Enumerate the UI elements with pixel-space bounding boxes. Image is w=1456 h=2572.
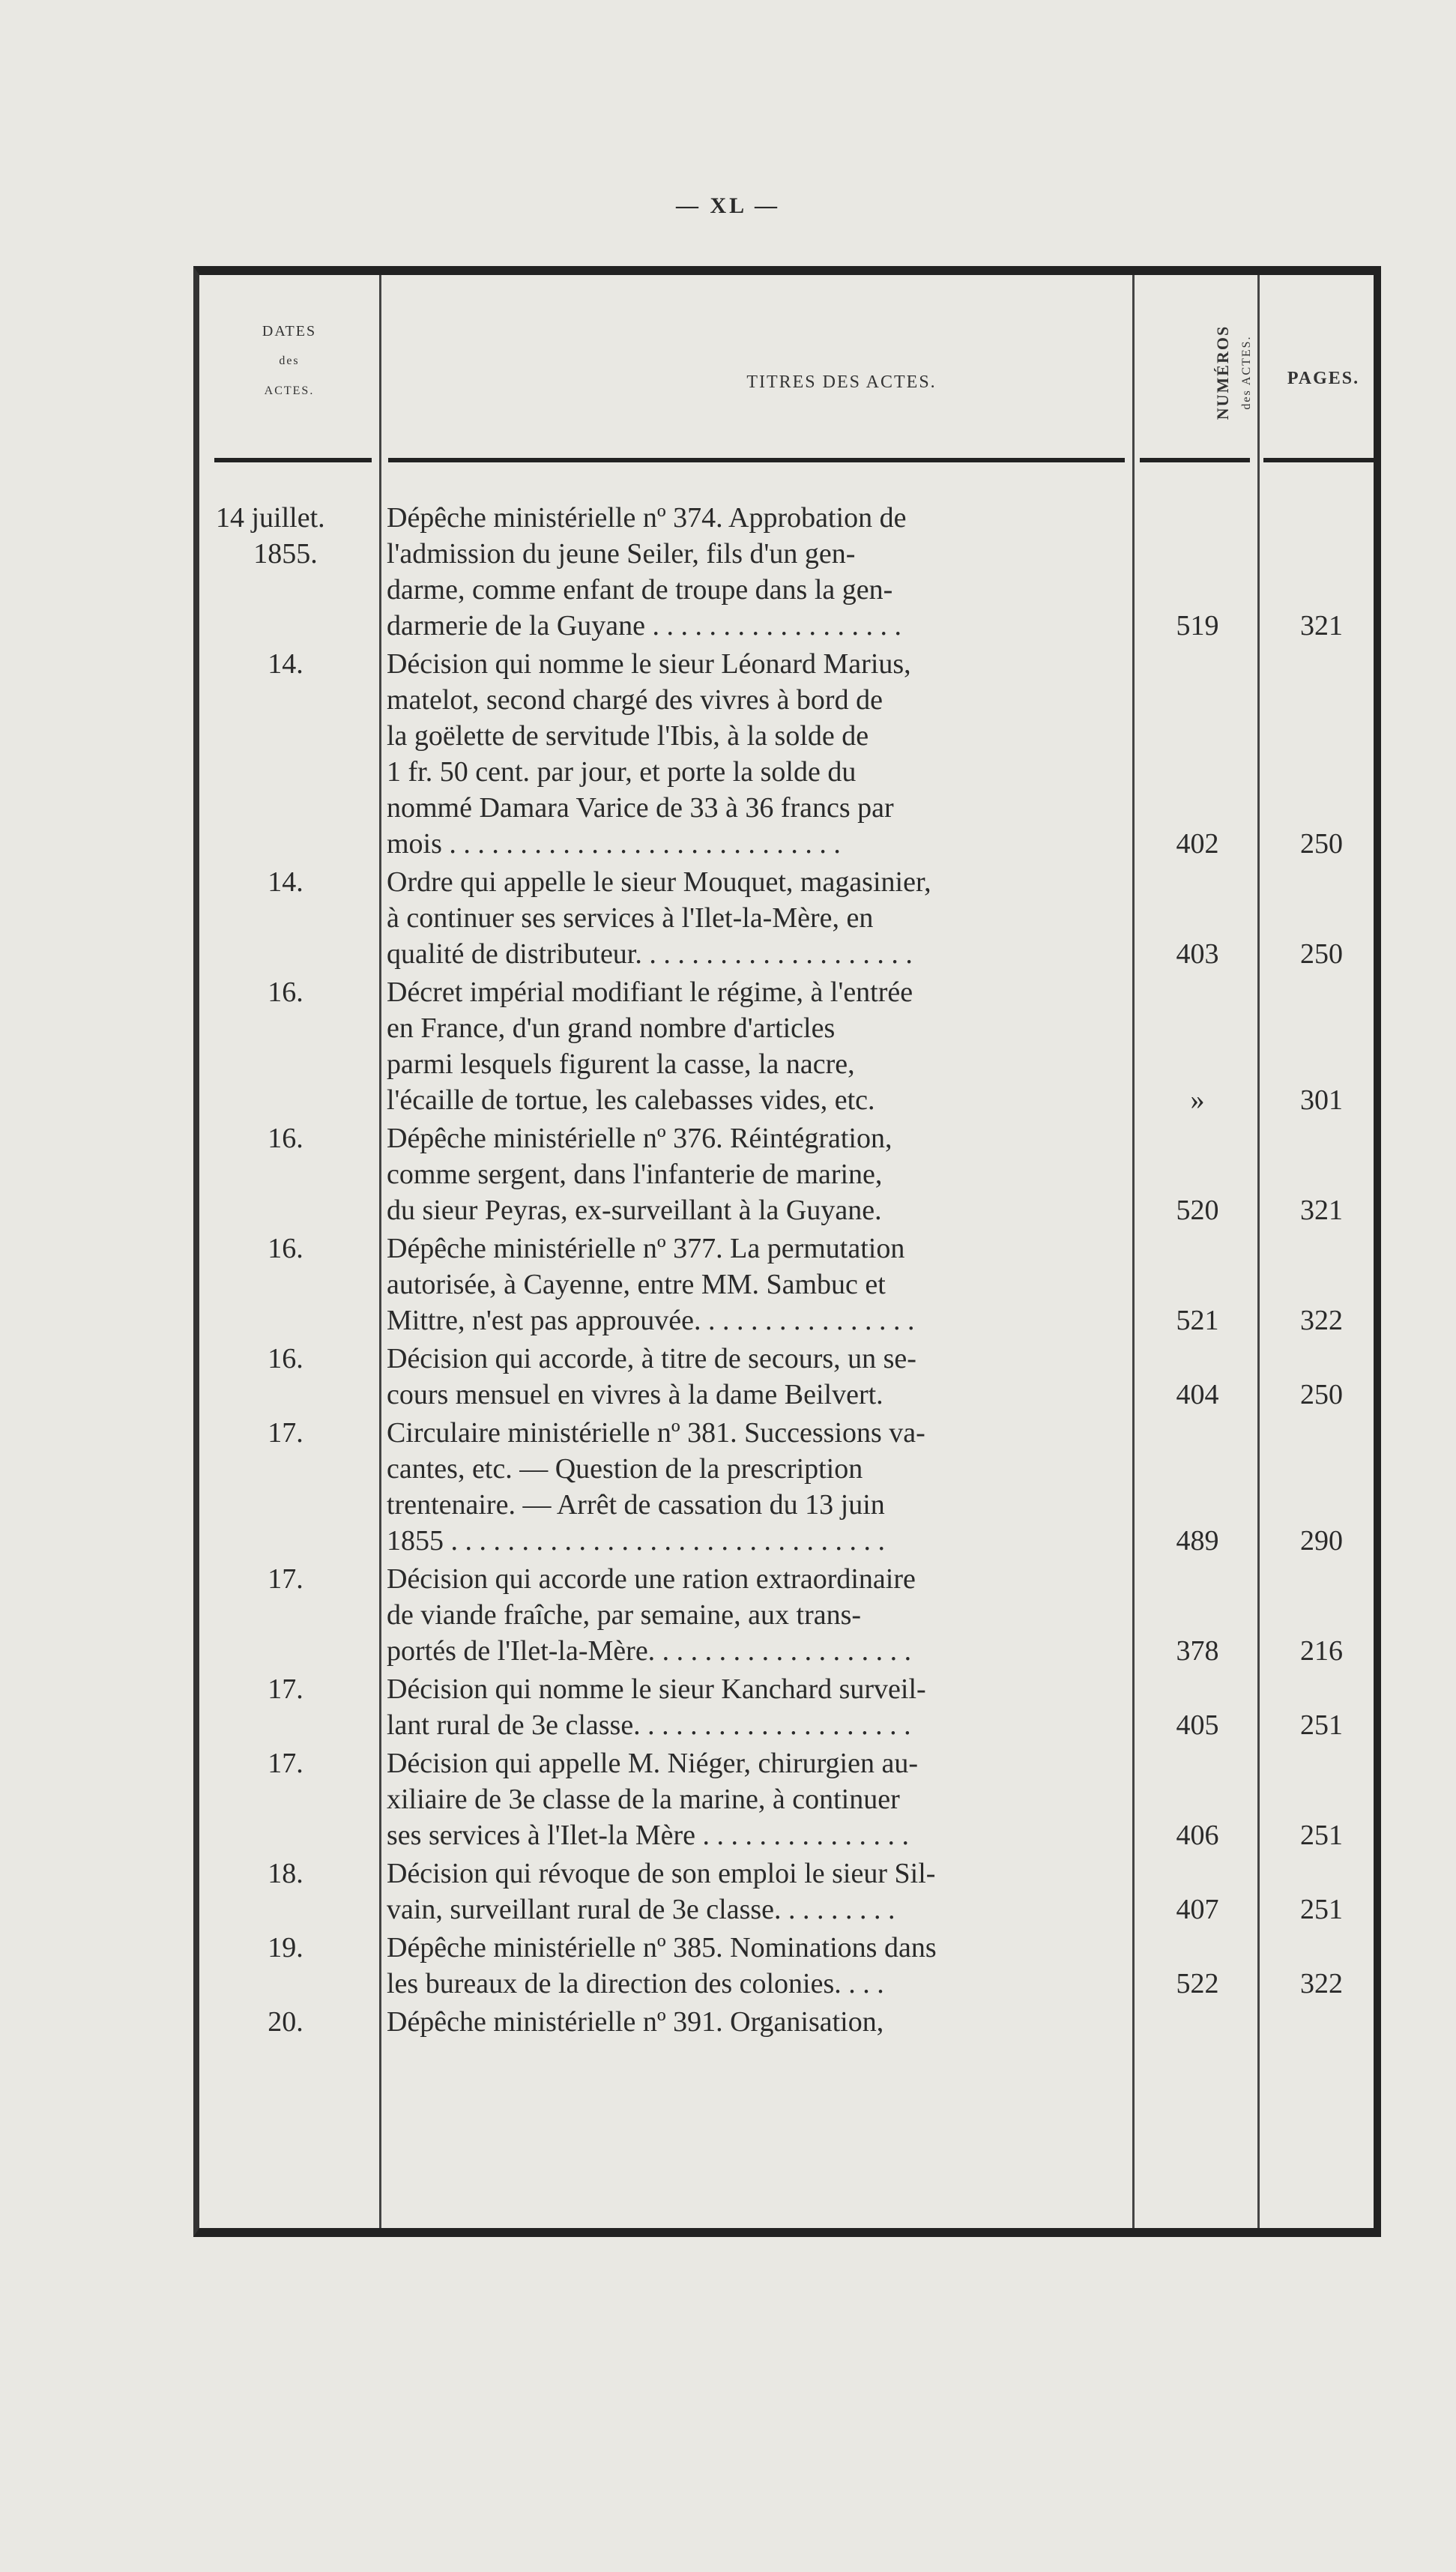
row-title-line: qualité de distributeur. . . . . . . . . . . . . . . . . . . . — [387, 938, 913, 970]
row-act-number: 520 — [1176, 1195, 1219, 1226]
header-dates-line3: ACTES. — [264, 384, 315, 397]
row-date: 16. — [268, 1123, 303, 1154]
row-page: 251 — [1300, 1894, 1343, 1925]
row-page: 250 — [1300, 1379, 1343, 1410]
row-title-line: xiliaire de 3e classe de la marine, à continuer — [387, 1784, 900, 1815]
row-title-line: ses services à l'Ilet-la Mère . . . . . . . . . . . . . . . — [387, 1820, 909, 1851]
row-date-year: 1855. — [253, 538, 318, 570]
row-title-line: la goëlette de servitude l'Ibis, à la solde de — [387, 720, 869, 752]
row-page: 290 — [1300, 1525, 1343, 1557]
header-numeros — [1211, 275, 1256, 470]
header-titres: TITRES DES ACTES. — [746, 372, 937, 392]
row-act-number: 405 — [1176, 1709, 1219, 1741]
row-date: 14. — [268, 648, 303, 680]
row-act-number: 403 — [1176, 938, 1219, 970]
row-title-line: Dépêche ministérielle nº 374. Approbation de — [387, 502, 907, 534]
header-rule — [1263, 458, 1376, 462]
row-title-line: nommé Damara Varice de 33 à 36 francs par — [387, 792, 894, 824]
row-title-line: darmerie de la Guyane . . . . . . . . . . . . . . . . . . — [387, 610, 901, 642]
page-number: — XL — — [675, 193, 781, 218]
row-page: 321 — [1300, 610, 1343, 642]
row-title — [387, 2004, 1316, 2040]
row-title-line: lant rural de 3e classe. . . . . . . . . . . . . . . . . . . . — [387, 1709, 911, 1741]
header-dates-line1: DATES — [262, 323, 317, 339]
row-page: 250 — [1300, 828, 1343, 860]
row-date: 17. — [268, 1673, 303, 1705]
row-date: 14. — [268, 866, 303, 898]
row-title-line: cantes, etc. — Question de la prescription — [387, 1453, 863, 1485]
row-title-line: Dépêche ministérielle nº 377. La permutation — [387, 1233, 905, 1264]
header-dates — [222, 316, 357, 406]
row-title-line: Circulaire ministérielle nº 381. Successions va- — [387, 1417, 925, 1449]
row-title-line: 1855 . . . . . . . . . . . . . . . . . . . . . . . . . . . . . . . — [387, 1525, 885, 1557]
row-page: 251 — [1300, 1709, 1343, 1741]
row-act-number: 406 — [1176, 1820, 1219, 1851]
row-date: 17. — [268, 1563, 303, 1595]
row-title-line: en France, d'un grand nombre d'articles — [387, 1012, 836, 1044]
row-title-line: Dépêche ministérielle nº 391. Organisation, — [387, 2006, 884, 2038]
row-title-line: Dépêche ministérielle nº 385. Nominations dans — [387, 1932, 937, 1963]
row-title-line: Décision qui accorde une ration extraordinaire — [387, 1563, 916, 1595]
row-act-number: 378 — [1176, 1635, 1219, 1667]
row-title-line: vain, surveillant rural de 3e classe. . . . . . . . . — [387, 1894, 895, 1925]
header-rule — [388, 458, 1125, 462]
header-dates-line2: des — [279, 354, 300, 367]
row-title-line: comme sergent, dans l'infanterie de marine, — [387, 1159, 883, 1190]
row-title-line: darme, comme enfant de troupe dans la gen- — [387, 574, 893, 606]
header-numeros-actes: ACTES. — [1240, 335, 1253, 386]
row-page: 322 — [1300, 1968, 1343, 1999]
row-title-line: Décision qui appelle M. Niéger, chirurgien au- — [387, 1748, 918, 1779]
row-title-line: Décision qui nomme le sieur Kanchard surveil- — [387, 1673, 926, 1705]
row-title-line: autorisée, à Cayenne, entre MM. Sambuc et — [387, 1269, 886, 1300]
row-title-line: matelot, second chargé des vivres à bord de — [387, 684, 883, 716]
row-act-number: 489 — [1176, 1525, 1219, 1557]
row-title-line: Dépêche ministérielle nº 376. Réintégration, — [387, 1123, 892, 1154]
row-title-line: mois . . . . . . . . . . . . . . . . . . . . . . . . . . . . — [387, 828, 841, 860]
row-date: 17. — [268, 1417, 303, 1449]
row-title-line: Décision qui nomme le sieur Léonard Marius, — [387, 648, 911, 680]
header-numeros-des: des — [1240, 389, 1253, 410]
row-title-line: à continuer ses services à l'Ilet-la-Mère, en — [387, 902, 874, 934]
row-act-number: » — [1190, 1084, 1205, 1116]
header-numeros-line2 — [1235, 275, 1259, 470]
row-title-line: portés de l'Ilet-la-Mère. . . . . . . . . . . . . . . . . . . — [387, 1635, 912, 1667]
row-page: 322 — [1300, 1305, 1343, 1336]
row-title-line: Décret impérial modifiant le régime, à l'entrée — [387, 976, 913, 1008]
header-pages: PAGES. — [1287, 369, 1360, 388]
row-date: 19. — [268, 1932, 303, 1963]
row-title-line: du sieur Peyras, ex-surveillant à la Guyane. — [387, 1195, 882, 1226]
row-page: 301 — [1300, 1084, 1343, 1116]
row-page: 250 — [1300, 938, 1343, 970]
row-date: 16. — [268, 976, 303, 1008]
row-date: 20. — [268, 2006, 303, 2038]
row-title-line: Mittre, n'est pas approuvée. . . . . . . . . . . . . . . . — [387, 1305, 915, 1336]
row-act-number: 521 — [1176, 1305, 1219, 1336]
row-date: 14 juillet. — [216, 502, 325, 534]
row-act-number: 402 — [1176, 828, 1219, 860]
row-date: 16. — [268, 1233, 303, 1264]
row-page: 321 — [1300, 1195, 1343, 1226]
row-title-line: Décision qui accorde, à titre de secours, un se- — [387, 1343, 916, 1374]
row-page: 216 — [1300, 1635, 1343, 1667]
row-title-line: parmi lesquels figurent la casse, la nacre, — [387, 1048, 855, 1080]
header-numeros-line1: NUMÉROS — [1213, 324, 1232, 420]
row-date: 18. — [268, 1858, 303, 1889]
row-date: 17. — [268, 1748, 303, 1779]
row-title-line: 1 fr. 50 cent. par jour, et porte la solde du — [387, 756, 857, 788]
row-title-line: Ordre qui appelle le sieur Mouquet, magasinier, — [387, 866, 931, 898]
row-title-line: cours mensuel en vivres à la dame Beilvert. — [387, 1379, 883, 1410]
row-act-number: 519 — [1176, 610, 1219, 642]
row-title-line: les bureaux de la direction des colonies. . . . — [387, 1968, 884, 1999]
row-date: 16. — [268, 1343, 303, 1374]
column-divider — [379, 275, 381, 2228]
acts-table — [193, 266, 1381, 2237]
row-title-line: Décision qui révoque de son emploi le sieur Sil- — [387, 1858, 936, 1889]
row-act-number: 404 — [1176, 1379, 1219, 1410]
row-title-line: de viande fraîche, par semaine, aux trans- — [387, 1599, 862, 1631]
row-title-line: l'écaille de tortue, les calebasses vides, etc. — [387, 1084, 875, 1116]
row-title-line: l'admission du jeune Seiler, fils d'un gen- — [387, 538, 856, 570]
row-page: 251 — [1300, 1820, 1343, 1851]
header-rule — [214, 458, 372, 462]
row-title-line: trentenaire. — Arrêt de cassation du 13 juin — [387, 1489, 885, 1521]
row-act-number: 522 — [1176, 1968, 1219, 1999]
row-act-number: 407 — [1176, 1894, 1219, 1925]
